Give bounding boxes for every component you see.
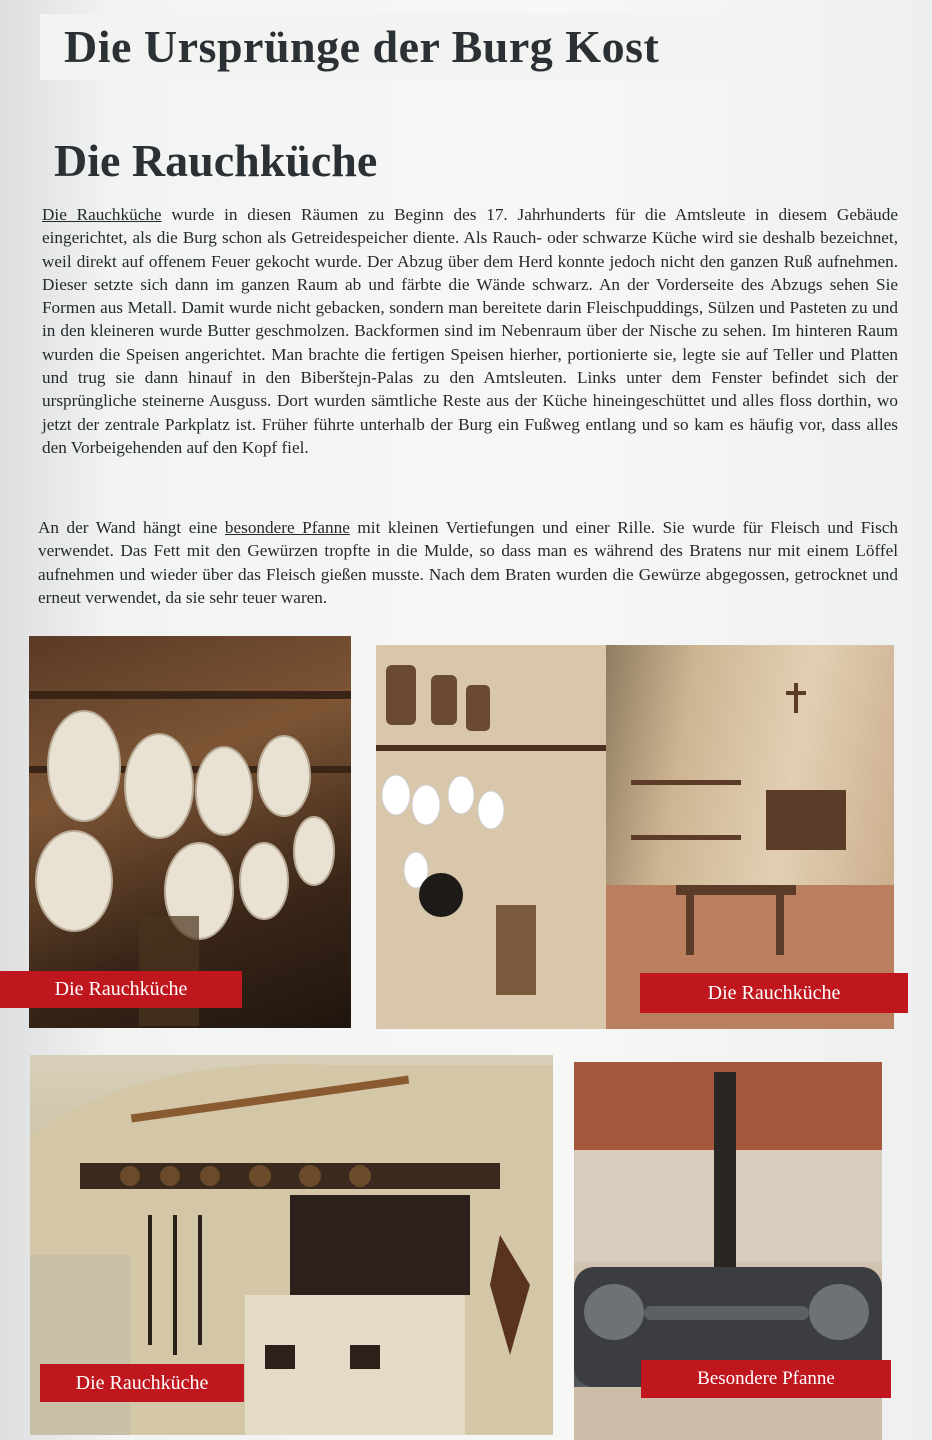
photo-caption: Besondere Pfanne [641,1360,891,1398]
photo-hanging-bundles [29,636,351,1028]
paragraph-2-before: An der Wand hängt eine [38,518,225,537]
section-title: Die Rauchküche [54,135,378,186]
paragraph-2 [38,516,898,609]
photo-caption: Die Rauchküche [640,973,908,1013]
paragraph-1 [42,203,898,459]
photo-kitchen-room [376,645,894,1029]
paragraph-1-text: wurde in diesen Räumen zu Beginn des 17. Jahrhunderts für die Amtsleute in diesem Gebäude eingerichtet, als die Burg schon als Getreidespeicher diente. Als Rauch- oder schwarze Küche wird sie deshalb bezeichnet, weil direkt auf offenem Feuer gekocht wurde. Der Abzug über dem Herd konnte jedoch nicht den ganzen Ruß aufnehmen. Dieser setzte sich dann im ganzen Raum ab und färbte die Wände schwarz. An der Vorderseite des Abzugs sehen Sie Formen aus Metall. Damit wurde nicht gebacken, sondern man bereitete darin Fleischpuddings, Sülzen und Pasteten zu und in den kleineren wurde Butter geschmolzen. Backformen sind im Nebenraum über der Nische zu sehen. Im hinteren Raum wurden die Speisen angerichtet. Man brachte die fertigen Speisen hierher, portionierte sie, legte sie auf Teller und Platten und trug sie dann hinauf in den Biberštejn-Palas zu den Amtsleuten. Links unter dem Fenster befindet sich der ursprüngliche steinerne Ausguss. Dort wurden sämtliche Reste aus der Küche hineingeschüttet und alles floss dorthin, wo jetzt der zentrale Parkplatz ist. Früher führte unterhalb der Burg ein Fußweg entlang und so kam es häufig vor, dass alles den Vorbeigehenden auf den Kopf fiel. [42,205,898,457]
photo-caption: Die Rauchküche [0,971,242,1008]
hanging-bundles-illustration [29,636,351,1028]
main-title: Die Ursprünge der Burg Kost [64,21,660,72]
pfanne-term: besondere Pfanne [224,518,350,537]
kitchen-room-illustration [376,645,894,1029]
photo-caption: Die Rauchküche [40,1364,244,1402]
paragraph-2-after: mit kleinen Vertiefungen und einer Rille. Sie wurde für Fleisch und Fisch verwendet. Das Fett mit den Gewürzen tropfte in die Mulde, so dass man es während des Bratens nur mit einem Löffel aufnehmen und wieder über das Fleisch gießen musste. Nach dem Braten wurden die Gewürze abgegossen, getrocknet und erneut verwendet, da sie sehr teuer waren. [38,518,898,607]
rauchkueche-term: Die Rauchküche [42,205,162,224]
